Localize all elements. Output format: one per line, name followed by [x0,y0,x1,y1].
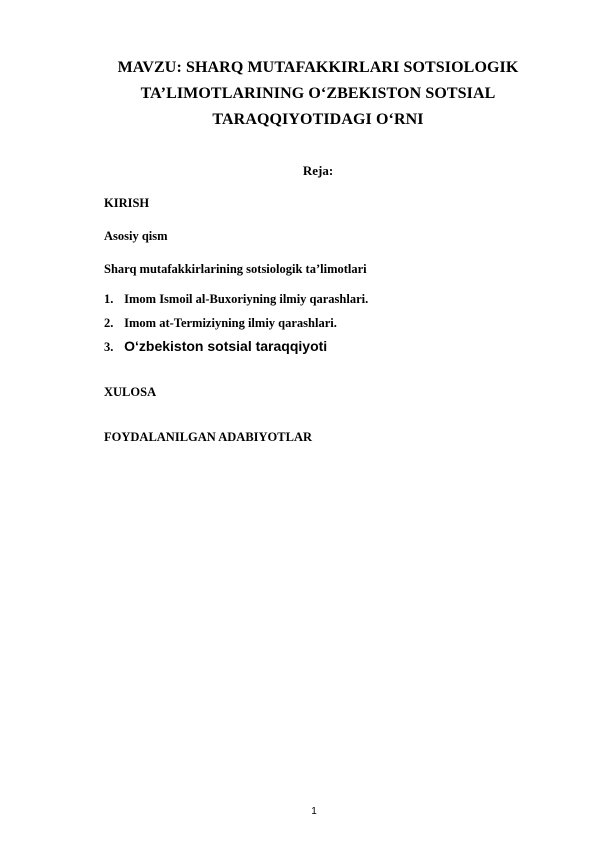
page-title [90,55,546,133]
list-item-number: 2. [104,316,114,330]
section-title: Sharq mutafakkirlarining sotsiologik ta’limotlari [104,262,367,276]
list-item-number: 1. [104,292,114,306]
list-item [104,338,327,355]
references-heading: FOYDALANILGAN ADABIYOTLAR [104,430,313,444]
title-line-2: TA’LIMOTLARINING O‘ZBEKISTON SOTSIAL [140,85,496,102]
list-item-number: 3. [104,340,114,354]
title-line-3: TARAQQIYOTIDAGI O‘RNI [212,111,424,128]
title-line-1: MAVZU: SHARQ MUTAFAKKIRLARI SOTSIOLOGIK [117,59,519,76]
list-item-text: Imom at-Termiziyning ilmiy qarashlari. [124,316,337,330]
list-item [104,316,337,331]
intro-heading: KIRISH [104,196,150,210]
list-item [104,292,368,307]
list-item-text: Imom Ismoil al-Buxoriyning ilmiy qarashlari. [124,292,369,306]
main-part-heading: Asosiy qism [104,229,168,243]
plan-heading: Reja: [302,163,334,178]
list-item-text: O‘zbekiston sotsial taraqqiyoti [124,338,328,354]
conclusion-heading: XULOSA [104,385,157,399]
page-number: 1 [311,806,317,817]
